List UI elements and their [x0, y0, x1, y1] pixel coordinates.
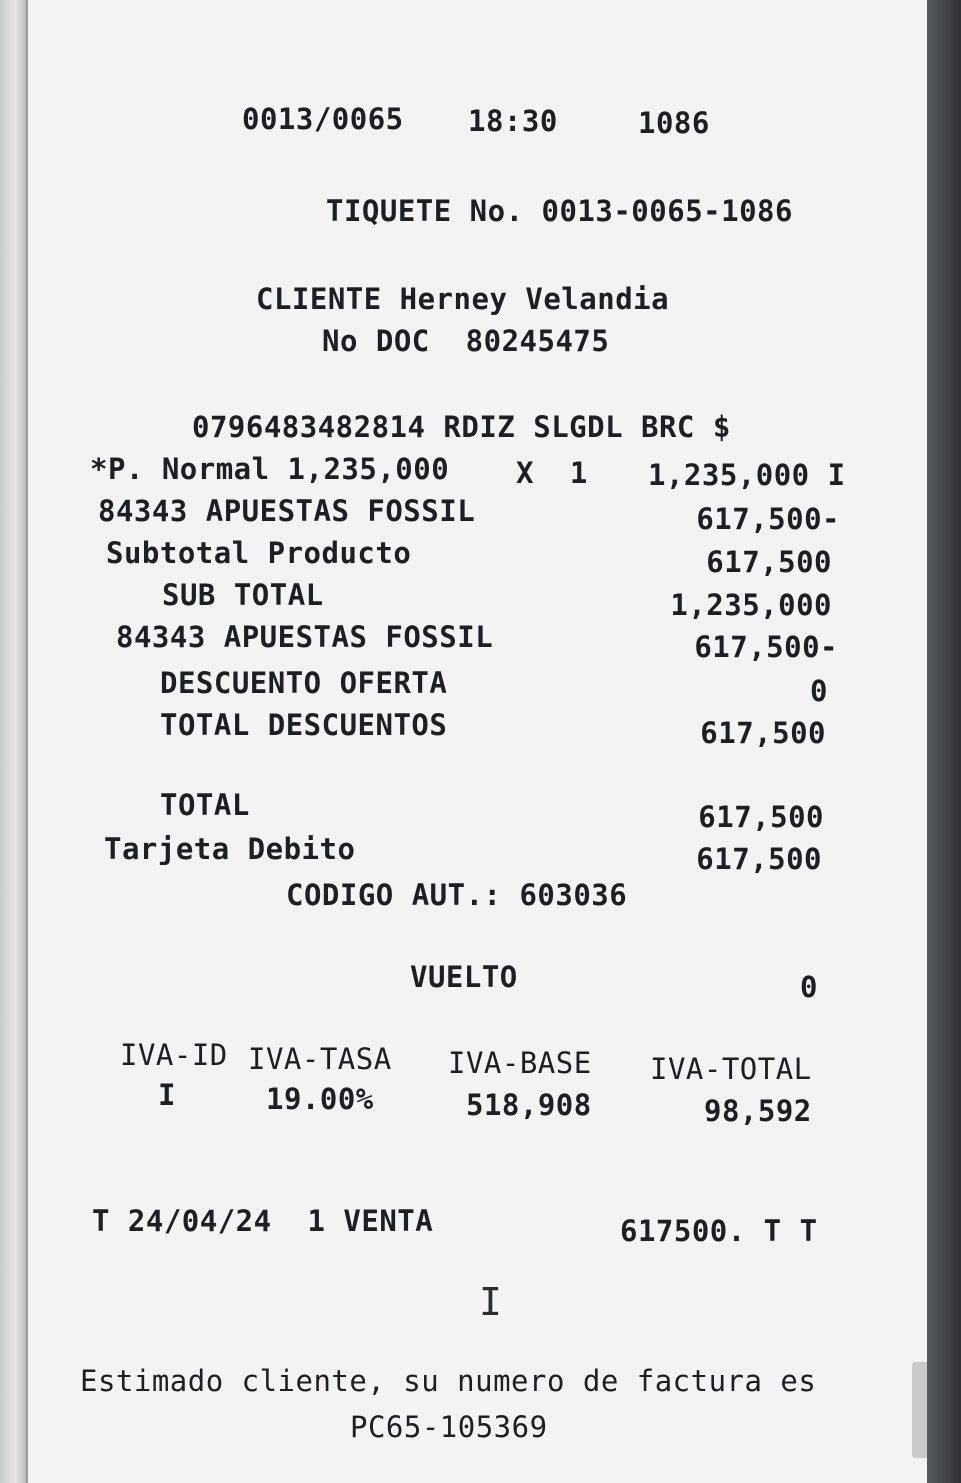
auth-code: CODIGO AUT.: 603036 [286, 878, 628, 912]
line-label: 84343 APUESTAS FOSSIL [98, 494, 476, 528]
line-value: 1,235,000 [670, 588, 832, 622]
transaction-number: 1086 [638, 106, 710, 140]
footer-date-sale: T 24/04/24 1 VENTA [92, 1204, 434, 1238]
product-code: 0796483482814 RDIZ SLGDL BRC $ [192, 410, 731, 444]
change-label: VUELTO [410, 960, 518, 994]
ticket-number: TIQUETE No. 0013-0065-1086 [326, 194, 793, 228]
item-description: *P. Normal 1,235,000 [90, 452, 450, 486]
payment-method: Tarjeta Debito [104, 832, 356, 866]
line-label: TOTAL DESCUENTOS [160, 708, 448, 742]
time: 18:30 [468, 104, 558, 138]
payment-amount: 617,500 [696, 842, 822, 876]
monitor-bezel-left [0, 0, 28, 1483]
tax-header-id: IVA-ID [120, 1038, 228, 1072]
monitor-bezel-right [927, 0, 961, 1483]
text-cursor-icon: I [479, 1280, 502, 1324]
total-label: TOTAL [160, 788, 250, 822]
tax-cell-id: I [158, 1078, 176, 1112]
receipt-document [28, 0, 927, 1483]
line-value: 617,500 [700, 716, 826, 750]
line-value: 617,500- [694, 630, 838, 664]
client-name: CLIENTE Herney Velandia [256, 282, 670, 316]
tax-header-rate: IVA-TASA [248, 1042, 392, 1076]
total-value: 617,500 [698, 800, 824, 834]
invoice-number: PC65-105369 [350, 1410, 548, 1444]
line-value: 0 [810, 674, 828, 708]
line-value: 617,500 [706, 545, 832, 579]
tax-header-base: IVA-BASE [448, 1046, 592, 1080]
invoice-message: Estimado cliente, su numero de factura es [80, 1364, 817, 1398]
line-label: 84343 APUESTAS FOSSIL [116, 620, 494, 654]
item-amount: 1,235,000 I [648, 458, 846, 492]
line-label: Subtotal Producto [106, 536, 412, 570]
line-label: DESCUENTO OFERTA [160, 666, 448, 700]
store-terminal: 0013/0065 [242, 102, 404, 136]
tax-header-total: IVA-TOTAL [650, 1052, 812, 1086]
footer-amount: 617500. T T [620, 1214, 818, 1248]
client-document: No DOC 80245475 [322, 324, 610, 358]
line-label: SUB TOTAL [162, 578, 324, 612]
tax-cell-rate: 19.00% [266, 1082, 374, 1116]
tax-cell-total: 98,592 [704, 1094, 812, 1128]
item-quantity: X 1 [516, 456, 588, 490]
line-value: 617,500- [696, 502, 840, 536]
change-value: 0 [800, 970, 818, 1004]
tax-cell-base: 518,908 [466, 1088, 592, 1122]
